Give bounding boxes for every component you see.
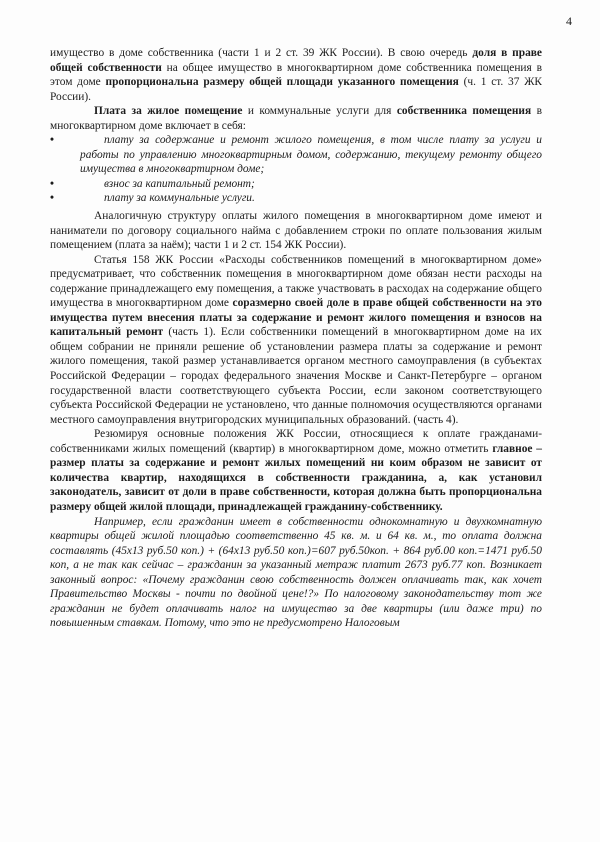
- bullet-item-capital-repair: [50, 177, 542, 192]
- bold-span: соразмерно своей доле в праве общей собственности на это имущества путем внесения платы за содержание и ремонт жилого помещения и взносов на капитальный ремонт: [50, 297, 542, 339]
- text-span: имущество в доме собственника (части 1 и 2 ст. 39 ЖК России). В свою очередь: [50, 47, 473, 59]
- bold-span: главное – размер платы за содержание и ремонт жилых помещений ни коим образом не зависит от количества квартир, находящихся в собственности гражданина, а, как установил законодатель, зависит от доли в праве собственности, которая должна быть пропорциональна размеру общей жилой площади, принадлежащей гражданину-собственнику.: [50, 442, 542, 513]
- paragraph-payment-structure: [50, 104, 542, 133]
- page-number: 4: [566, 14, 572, 28]
- document-body: [50, 46, 542, 631]
- bold-span: собственника помещения: [396, 105, 532, 118]
- bold-span: пропорциональна размеру общей площади указанного помещения: [105, 76, 459, 89]
- text-span: Статья 158 ЖК России «Расходы собственников помещений в многоквартирном доме» предусматривает, что собственник помещения в многоквартирном доме обязан нести расходы на содержание принадлежащего ему помещения, а также участвовать в расходах на содержание общего имущества в многоквартирном доме: [50, 253, 542, 310]
- text-span: (часть 1). Если собственники помещений в многоквартирном доме на их общем собрании не приняли решение об установлении размера платы за содержание и ремонт жилого помещения, такой размер устанавливается органом местного самоуправления (в субъектах Российской Федерации – городах федерального значения Москве и Санкт-Петербурге – органом государственной власти соответствующего субъекта России, если законом соответствующего субъекта Российской Федерации не установлено, что данные полномочия осуществляются органами местного самоуправления внутригородских муниципальных образований. (часть 4).: [50, 326, 542, 426]
- bullet-item-utilities: [50, 191, 542, 206]
- paragraph-example: Например, если гражданин имеет в собственности однокомнатную и двухкомнатную квартиры общей жилой площадью соответственно 45 кв. м. и 64 кв. м., то оплата должна составлять (45х13 руб.50 коп.) + (64х13 руб.50 коп.)=607 руб.50коп. + 864 руб.00 коп.=1471 руб.50 коп, а не так как сейчас – гражданин за указанный метраж платит 2673 руб.77 коп. Возникает законный вопрос: «Почему гражданин свою собственность должен оплачивать так, как хочет Правительство Москвы - почти по двойной цене!?» По налоговому законодательству тот же гражданин не будет оплачивать налог на имущество за две квартиры (или даже три) по повышенным ставкам. Потому, что это не предусмотрено Налоговым: [50, 515, 542, 630]
- text-span: на общее имущество в многоквартирном доме собственника помещения в этом доме: [50, 61, 542, 89]
- paragraph-ownership-share: [50, 46, 542, 104]
- paragraph-summary: [50, 427, 542, 514]
- text-span: и коммунальные услуги для: [242, 105, 397, 118]
- bullet-text: плату за коммунальные услуги.: [104, 192, 255, 205]
- bullet-marker: •: [50, 192, 54, 205]
- bullet-marker: •: [50, 134, 54, 147]
- bullet-text: плату за содержание и ремонт жилого помещения, в том числе плату за услуги и работы по управлению многоквартирным домом, содержанию, текущему ремонту общего имущества в многоквартирном доме;: [80, 134, 542, 176]
- paragraph-social-tenancy: Аналогичную структуру оплаты жилого помещения в многоквартирном доме имеют и наниматели по договору социального найма с добавлением строки по оплате пользования жилым помещением (плата за наём); части 1 и 2 ст. 154 ЖК России).: [50, 210, 542, 252]
- paragraph-article-158: [50, 253, 542, 428]
- text-span: Резюмируя основные положения ЖК России, относящиеся к оплате гражданами-собственниками жилых помещений (квартир) в многоквартирном доме, можно отметить: [50, 428, 542, 455]
- bullet-text: взнос за капитальный ремонт;: [104, 177, 255, 190]
- bullet-item-maintenance: [50, 133, 542, 177]
- bullet-marker: •: [50, 177, 54, 190]
- bold-span: Плата за жилое помещение: [94, 105, 243, 118]
- bold-span: доля в праве общей собственности: [50, 47, 542, 74]
- text-span: в многоквартирном доме включает в себя:: [50, 105, 542, 132]
- text-span: (ч. 1 ст. 37 ЖК России).: [50, 76, 542, 103]
